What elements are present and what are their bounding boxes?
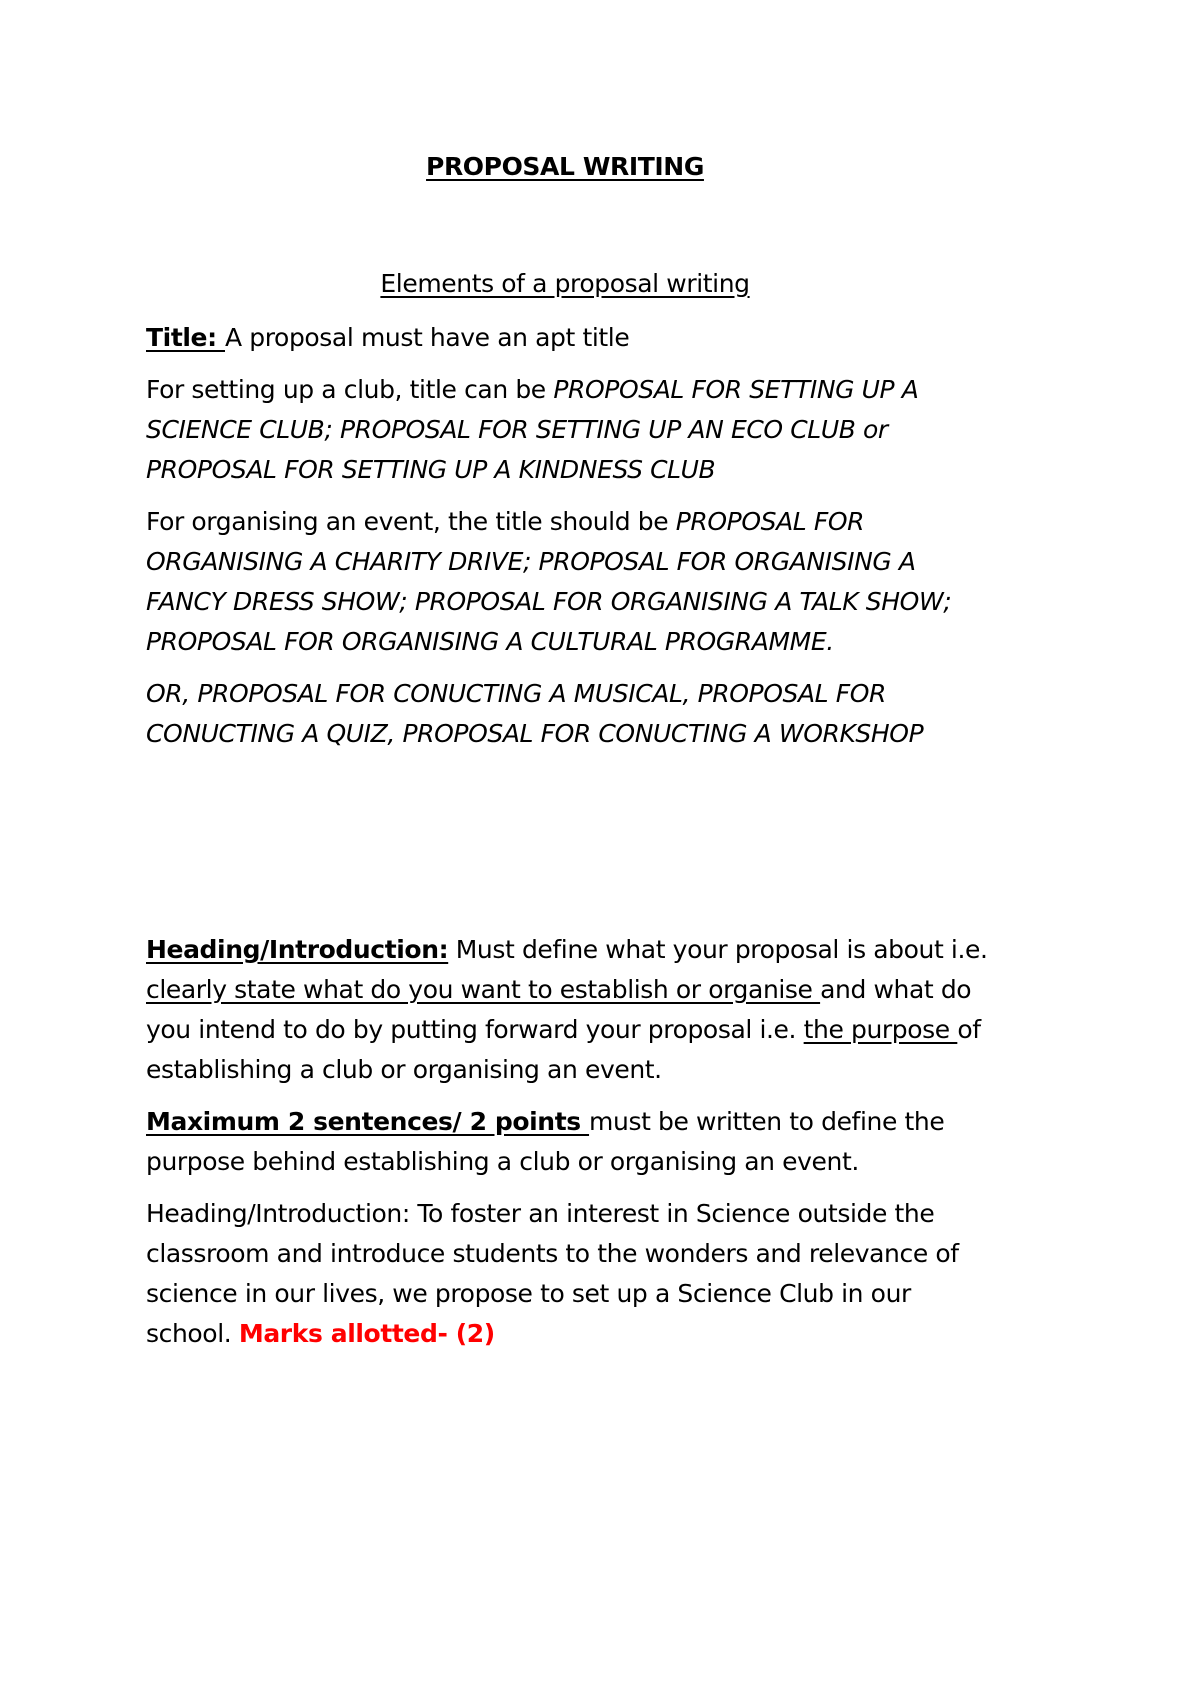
max-label: Maximum 2 sentences/ 2 points (146, 1107, 590, 1136)
max-para-line-1 (146, 1100, 944, 1144)
event-para-line-2: ORGANISING A CHARITY DRIVE; PROPOSAL FOR ORGANISING A (146, 547, 916, 576)
heading-para-underlined: clearly state what do you want to establish or organise (146, 975, 821, 1004)
page-subtitle: Elements of a proposal writing (380, 269, 750, 298)
example-para-line-1: Heading/Introduction: To foster an interest in Science outside the (146, 1199, 935, 1228)
heading-para-text: Must define what your proposal is about i.e. (448, 935, 988, 964)
club-para-text: For setting up a club, title can be (146, 375, 554, 404)
event-para-text: For organising an event, the title should be (146, 507, 676, 536)
heading-label: Heading/Introduction: (146, 935, 449, 964)
marks-allotted: Marks allotted- (2) (238, 1319, 495, 1348)
heading-para-line-3 (146, 1008, 981, 1052)
club-para-line-2: SCIENCE CLUB; PROPOSAL FOR SETTING UP AN ECO CLUB or (146, 415, 888, 444)
heading-para-line-2 (146, 968, 971, 1012)
example-para-line-3: science in our lives, we propose to set up a Science Club in our (146, 1279, 911, 1308)
example-para-line-4 (146, 1312, 495, 1356)
heading-para-text: you intend to do by putting forward your proposal i.e. (146, 1015, 804, 1044)
event-para-line-4: PROPOSAL FOR ORGANISING A CULTURAL PROGRAMME. (146, 627, 834, 656)
event-para-italic: PROPOSAL FOR (675, 507, 865, 536)
club-para-line-3: PROPOSAL FOR SETTING UP A KINDNESS CLUB (146, 455, 716, 484)
or-para-line-2: CONUCTING A QUIZ, PROPOSAL FOR CONUCTING A WORKSHOP (146, 719, 924, 748)
heading-para-line-4: establishing a club or organising an event. (146, 1055, 662, 1084)
heading-para-line-1 (146, 928, 988, 972)
event-para-line-1 (146, 500, 864, 544)
event-para-line-3: FANCY DRESS SHOW; PROPOSAL FOR ORGANISING A TALK SHOW; (146, 587, 952, 616)
club-para-italic: PROPOSAL FOR SETTING UP A (553, 375, 919, 404)
title-label: Title: (146, 323, 225, 352)
example-para-line-2: classroom and introduce students to the wonders and relevance of (146, 1239, 959, 1268)
heading-para-text: and what do (820, 975, 972, 1004)
example-para-text: school. (146, 1319, 239, 1348)
or-para-line-1: OR, PROPOSAL FOR CONUCTING A MUSICAL, PROPOSAL FOR (146, 679, 886, 708)
title-section-line (146, 316, 629, 360)
heading-para-text: of (957, 1015, 981, 1044)
heading-para-underlined: the purpose (803, 1015, 958, 1044)
page-title: PROPOSAL WRITING (426, 152, 704, 181)
max-para-line-2: purpose behind establishing a club or organising an event. (146, 1147, 859, 1176)
max-para-text: must be written to define the (589, 1107, 945, 1136)
title-text: A proposal must have an apt title (225, 323, 630, 352)
club-para-line-1 (146, 368, 918, 412)
